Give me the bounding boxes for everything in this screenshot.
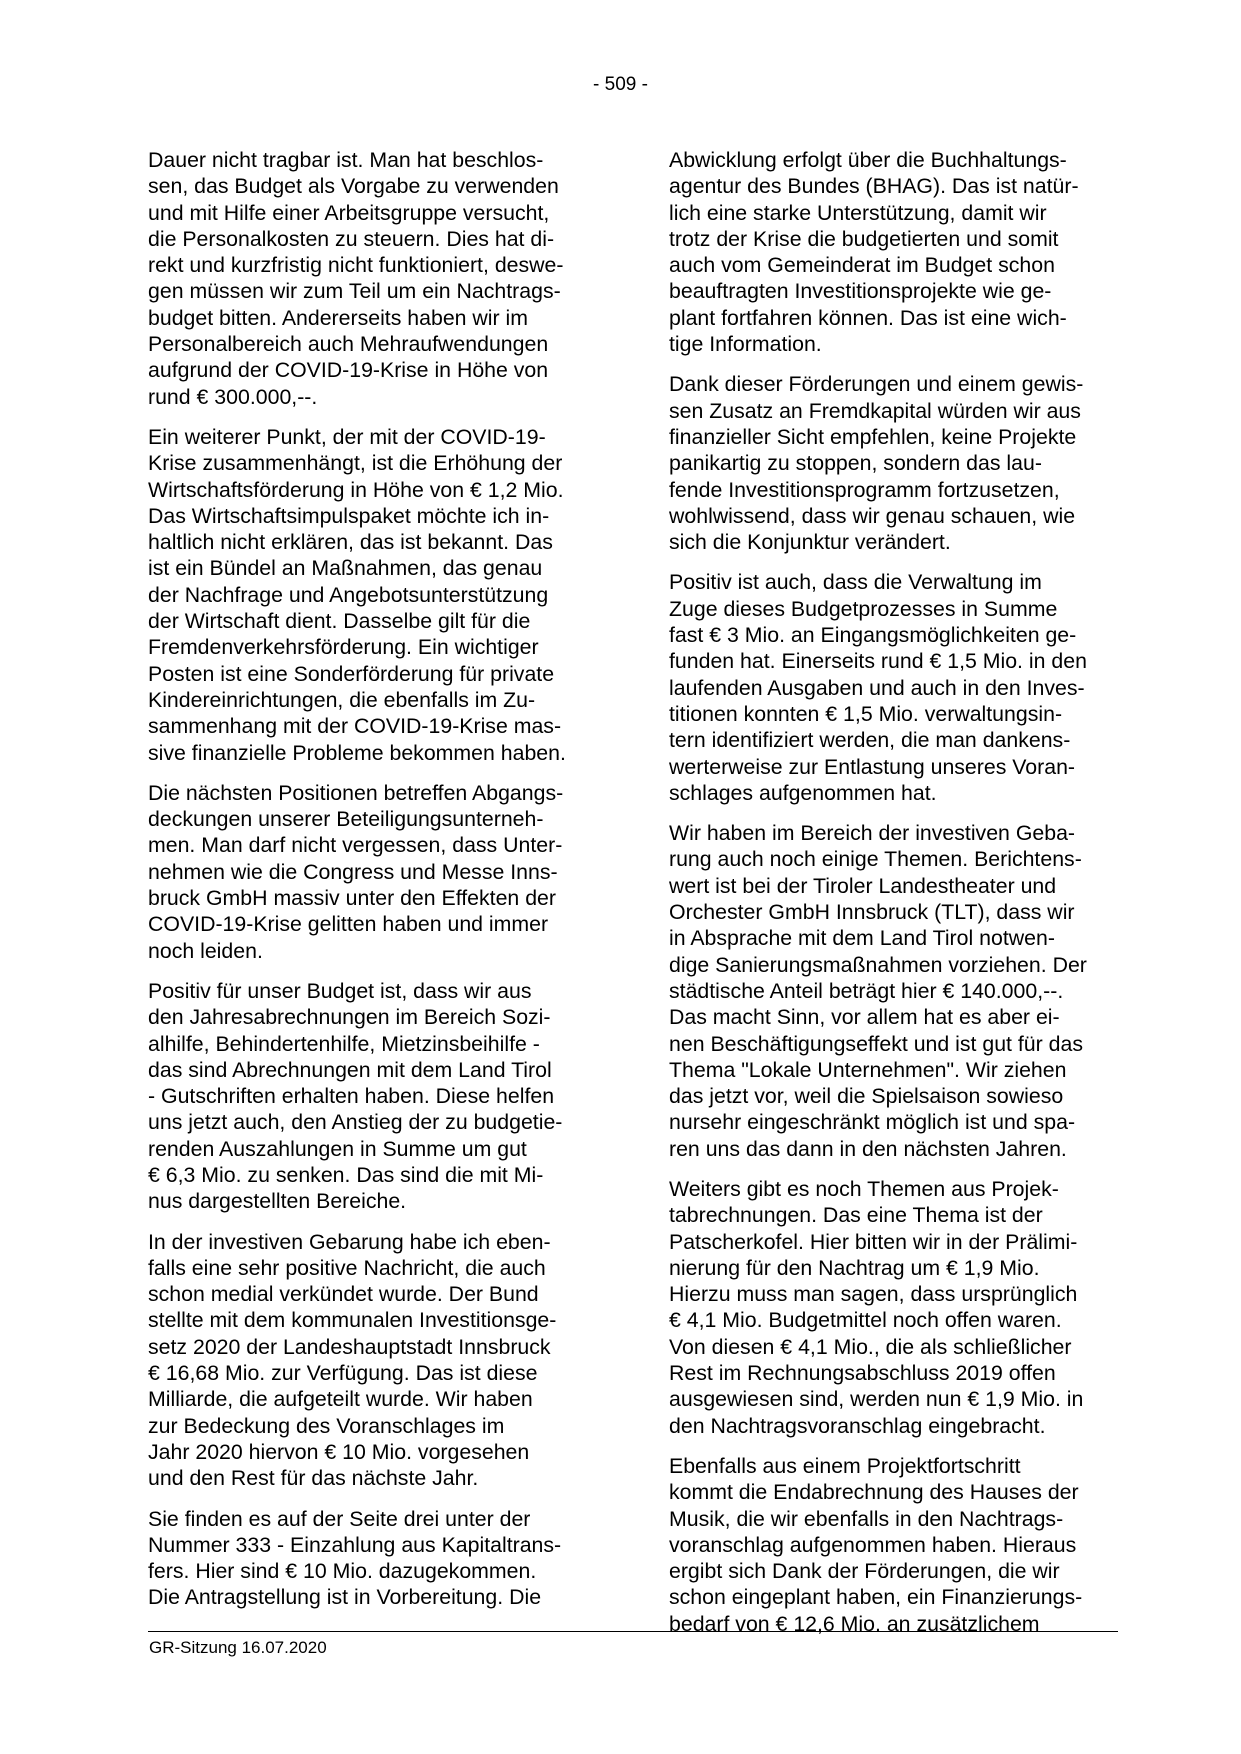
footer-divider — [148, 1631, 1118, 1632]
page-number: - 509 - — [593, 74, 648, 95]
right-column — [669, 147, 1125, 1651]
paragraph: In der investiven Gebarung habe ich eben- falls eine sehr positive Nachricht, die auch schon medial verkündet wurde. Der Bund stellte mit dem kommunalen Investitionsge- setz 2020 der Landeshauptstadt Innsbruck € 16,68 Mio. zur Verfügung. Das ist diese Milliarde, die aufgeteilt wurde. Wir haben zur Bedeckung des Voranschlages im Jahr 2020 hiervon € 10 Mio. vorgesehen und den Rest für das nächste Jahr. — [148, 1229, 557, 1491]
paragraph: Positiv für unser Budget ist, dass wir aus den Jahresabrechnungen im Bereich Sozi- alhilfe, Behindertenhilfe, Mietzinsbeihilfe - das sind Abrechnungen mit dem Land Tirol - Gutschriften erhalten haben. Diese helfen uns jetzt auch, den Anstieg der zu budgetie- renden Auszahlungen in Summe um gut € 6,3 Mio. zu senken. Das sind die mit Mi- nus dargestellten Bereiche. — [148, 978, 563, 1214]
paragraph: Wir haben im Bereich der investiven Geba- rung auch noch einige Themen. Berichtens- wert ist bei der Tiroler Landestheater und Orchester GmbH Innsbruck (TLT), dass wir in Absprache mit dem Land Tirol notwen- dige Sanierungsmaßnahmen vorziehen. Der städtische Anteil beträgt hier € 140.000,--. Das macht Sinn, vor allem hat es aber ei- nen Beschäftigungseffekt und ist gut für das Thema "Lokale Unternehmen". Wir ziehen das jetzt vor, weil die Spielsaison sowieso nursehr eingeschränkt möglich ist und spa- ren uns das dann in den nächsten Jahren. — [669, 821, 1087, 1161]
paragraph: Abwicklung erfolgt über die Buchhaltungs- agentur des Bundes (BHAG). Das ist natür- lich eine starke Unterstützung, damit wir trotz der Krise die budgetierten und somit auch vom Gemeinderat im Budget schon beauftragten Investitionsprojekte wie ge- plant fortfahren können. Das ist eine wich- tige Information. — [669, 148, 1079, 357]
paragraph: Ein weiterer Punkt, der mit der COVID-19- Krise zusammenhängt, ist die Erhöhung der Wirtschaftsförderung in Höhe von € 1,2 Mio. Das Wirtschaftsimpulspaket möchte ich in- haltlich nicht erklären, das ist bekannt. Das ist ein Bündel an Maßnahmen, das genau der Nachfrage und Angebotsunterstützung der Wirtschaft dient. Dasselbe gilt für die Fremdenverkehrsförderung. Ein wichtiger Posten ist eine Sonderförderung für private Kindereinrichtungen, die ebenfalls im Zu- sammenhang mit der COVID-19-Krise mas- sive finanzielle Probleme bekommen haben. — [148, 424, 566, 765]
paragraph: Dauer nicht tragbar ist. Man hat beschlos- sen, das Budget als Vorgabe zu verwenden und mit Hilfe einer Arbeitsgruppe versucht, die Personalkosten zu steuern. Dies hat di- rekt und kurzfristig nicht funktioniert, deswe- gen müssen wir zum Teil um ein Nachtrags- budget bitten. Andererseits haben wir im Personalbereich auch Mehraufwendungen aufgrund der COVID-19-Krise in Höhe von rund € 300.000,--. — [148, 148, 564, 409]
paragraph: Sie finden es auf der Seite drei unter der Nummer 333 - Einzahlung aus Kapitaltrans- fers. Hier sind € 10 Mio. dazugekommen. Die Antragstellung ist in Vorbereitung. Die — [148, 1506, 562, 1610]
paragraph: Positiv ist auch, dass die Verwaltung im Zuge dieses Budgetprozesses in Summe fast € 3 Mio. an Eingangsmöglichkeiten ge- funden hat. Einerseits rund € 1,5 Mio. in den laufenden Ausgaben und auch in den Inves- titionen konnten € 1,5 Mio. verwaltungsin- tern identifiziert werden, die man dankens- werterweise zur Entlastung unseres Voran- schlages aufgenommen hat. — [669, 570, 1087, 805]
left-column — [148, 147, 604, 1625]
paragraph: Dank dieser Förderungen und einem gewis- sen Zusatz an Fremdkapital würden wir aus finanzieller Sicht empfehlen, keine Projekte panikartig zu stoppen, sondern das lau- fende Investitionsprogramm fortzusetzen, wohlwissend, dass wir genau schauen, wie sich die Konjunktur verändert. — [669, 372, 1084, 555]
footer-text: GR-Sitzung 16.07.2020 — [149, 1638, 327, 1657]
paragraph: Die nächsten Positionen betreffen Abgangs- deckungen unserer Beteiligungsunterneh- men. Man darf nicht vergessen, dass Unter- nehmen wie die Congress und Messe Inns- bruck GmbH massiv unter den Effekten der COVID-19-Krise gelitten haben und immer noch leiden. — [148, 780, 564, 963]
paragraph: Ebenfalls aus einem Projektfortschritt kommt die Endabrechnung des Hauses der Musik, die wir ebenfalls in den Nachtrags- voranschlag aufgenommen haben. Hieraus ergibt sich Dank der Förderungen, die wir schon eingeplant haben, ein Finanzierungs- bedarf von € 12,6 Mio. an zusätzlichem — [669, 1453, 1083, 1636]
paragraph: Weiters gibt es noch Themen aus Projek- tabrechnungen. Das eine Thema ist der Patscherkofel. Hier bitten wir in der Prälimi- nierung für den Nachtrag um € 1,9 Mio. Hierzu muss man sagen, dass ursprünglich € 4,1 Mio. Budgetmittel noch offen waren. Von diesen € 4,1 Mio., die als schließlicher Rest im Rechnungsabschluss 2019 offen ausgewiesen sind, werden nun € 1,9 Mio. in den Nachtragsvoranschlag eingebracht. — [669, 1176, 1084, 1438]
